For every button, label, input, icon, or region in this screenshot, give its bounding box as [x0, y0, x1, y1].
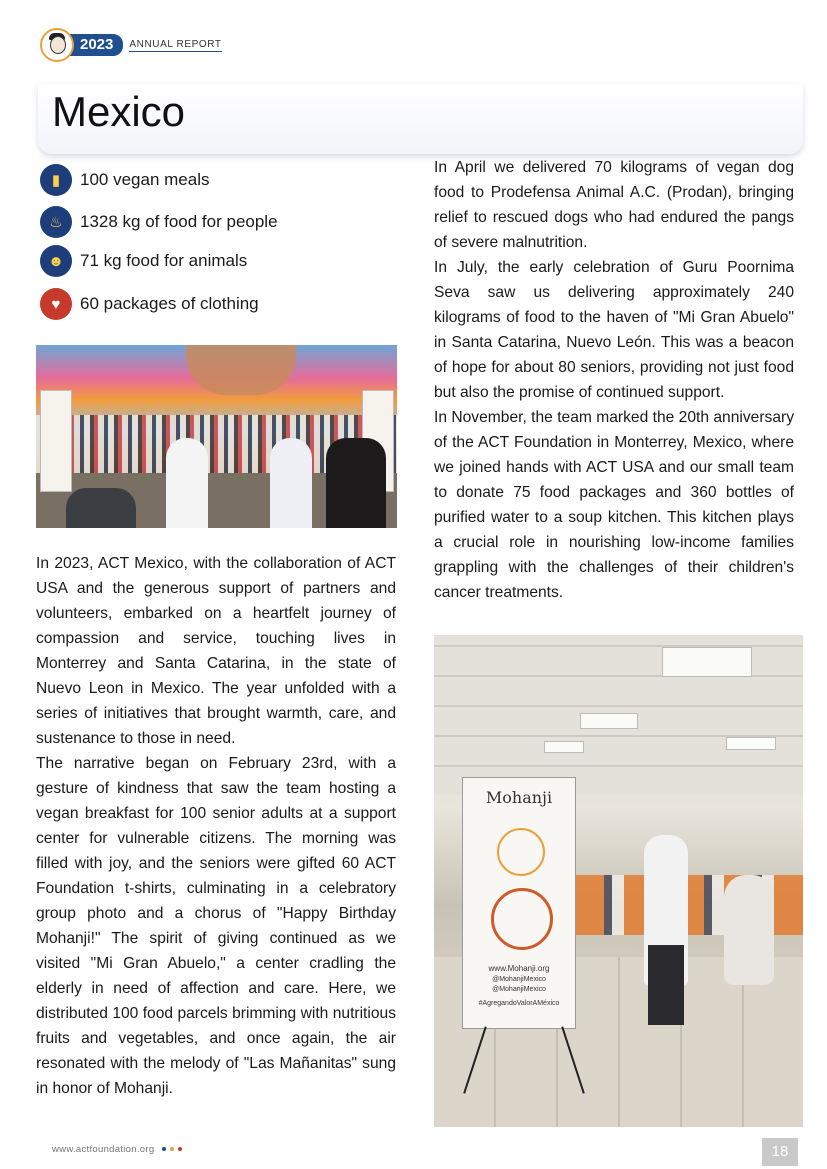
right-column-text [434, 155, 794, 605]
page-title: Mexico [52, 88, 186, 135]
banner-website: www.Mohanji.org [488, 964, 550, 973]
report-year: 2023 [68, 34, 123, 56]
group-photo [36, 345, 397, 528]
tshirt-icon: ♥ [40, 288, 72, 320]
paragraph: In November, the team marked the 20th anniversary of the ACT Foundation in Monterrey, Mexico, where we joined hands with ACT USA and our small team to donate 75 food packages and 360 bottles of purified water to a soup kitchen. This kitchen plays a crucial role in nourishing low-income families grappling with the challenges of their children's cancer treatments. [434, 409, 794, 601]
act-foundation-logo [40, 28, 74, 62]
dot [162, 1147, 166, 1151]
stat-label: 60 packages of clothing [80, 294, 259, 313]
mural [186, 345, 296, 395]
dot [178, 1147, 182, 1151]
person [326, 438, 386, 528]
stat-clothing [40, 288, 259, 320]
seated-woman [724, 875, 774, 985]
dot [170, 1147, 174, 1151]
annual-report-label: ANNUAL REPORT [129, 38, 222, 50]
person [270, 438, 312, 528]
stat-label: 100 vegan meals [80, 170, 210, 189]
logo-face [50, 36, 66, 54]
mohanji-banner [462, 777, 576, 1029]
paragraph: The narrative began on February 23rd, with a gesture of kindness that saw the team hosting a vegan breakfast for 100 senior adults at a support center for vulnerable citizens. The morning was filled with joy, and the seniors were gifted 60 ACT Foundation t-shirts, culminating in a celebratory group photo and a chorus of "Happy Birthday Mohanji!" The spirit of giving continued as we visited "Mi Gran Abuelo," a center cradling the elderly in need of affection and care. Here, we distributed 100 food parcels brimming with nutritious fruits and vegetables, and once again, the air resonated with the melody of "Las Mañanitas" sung in honor of Mohanji. [36, 755, 396, 1097]
banner-brand: Mohanji [485, 788, 553, 807]
report-header [40, 28, 222, 62]
person [66, 488, 136, 528]
banner-instagram: @MohanjiMexico [492, 976, 546, 983]
act4hunger-badge [497, 828, 545, 876]
standing-man-legs [648, 945, 684, 1025]
act-foundation-badge [491, 888, 553, 950]
page-number: 18 [762, 1138, 798, 1166]
soup-kitchen-photo [434, 635, 803, 1127]
stat-label: 1328 kg of food for people [80, 212, 278, 231]
ceiling-light [662, 647, 752, 677]
grocery-bag-icon: ♨ [40, 206, 72, 238]
person [166, 438, 208, 528]
pet-food-icon: ☻ [40, 245, 72, 277]
paragraph: In 2023, ACT Mexico, with the collaboration of ACT USA and the generous support of partners and volunteers, embarked on a heartfelt journey of compassion and service, touching lives in Monterrey and Santa Catarina, in the state of Nuevo Leon in Mexico. The year unfolded with a series of initiatives that brought warmth, care, and sustenance to those in need. [36, 555, 396, 747]
banner-facebook: @MohanjiMexico [492, 986, 546, 993]
paragraph: In July, the early celebration of Guru Poornima Seva saw us delivering approximately 240 kilograms of food to the haven of "Mi Gran Abuelo" in Santa Catarina, Nuevo León. This was a beacon of hope for about 80 seniors, providing not just food but also the promise of continued support. [434, 259, 794, 401]
stat-label: 71 kg food for animals [80, 251, 248, 270]
stat-food-people [40, 206, 278, 238]
footer-url: www.actfoundation.org [52, 1144, 155, 1155]
footer-dots [162, 1147, 182, 1151]
paragraph: In April we delivered 70 kilograms of vegan dog food to Prodefensa Animal A.C. (Prodan), bringing relief to rescued dogs who had endured the pangs of severe malnutrition. [434, 159, 794, 251]
ceiling-light [544, 741, 584, 753]
banner-hashtag: #AgregandoValorAMéxico [478, 1000, 560, 1007]
left-column-text [36, 551, 396, 1101]
ceiling-light [726, 737, 776, 750]
ceiling-light [580, 713, 638, 729]
meal-box-icon: ▮ [40, 164, 72, 196]
stat-vegan-meals [40, 164, 209, 196]
stat-food-animals [40, 245, 247, 277]
banner-left [40, 390, 72, 492]
title-bar [38, 84, 803, 154]
